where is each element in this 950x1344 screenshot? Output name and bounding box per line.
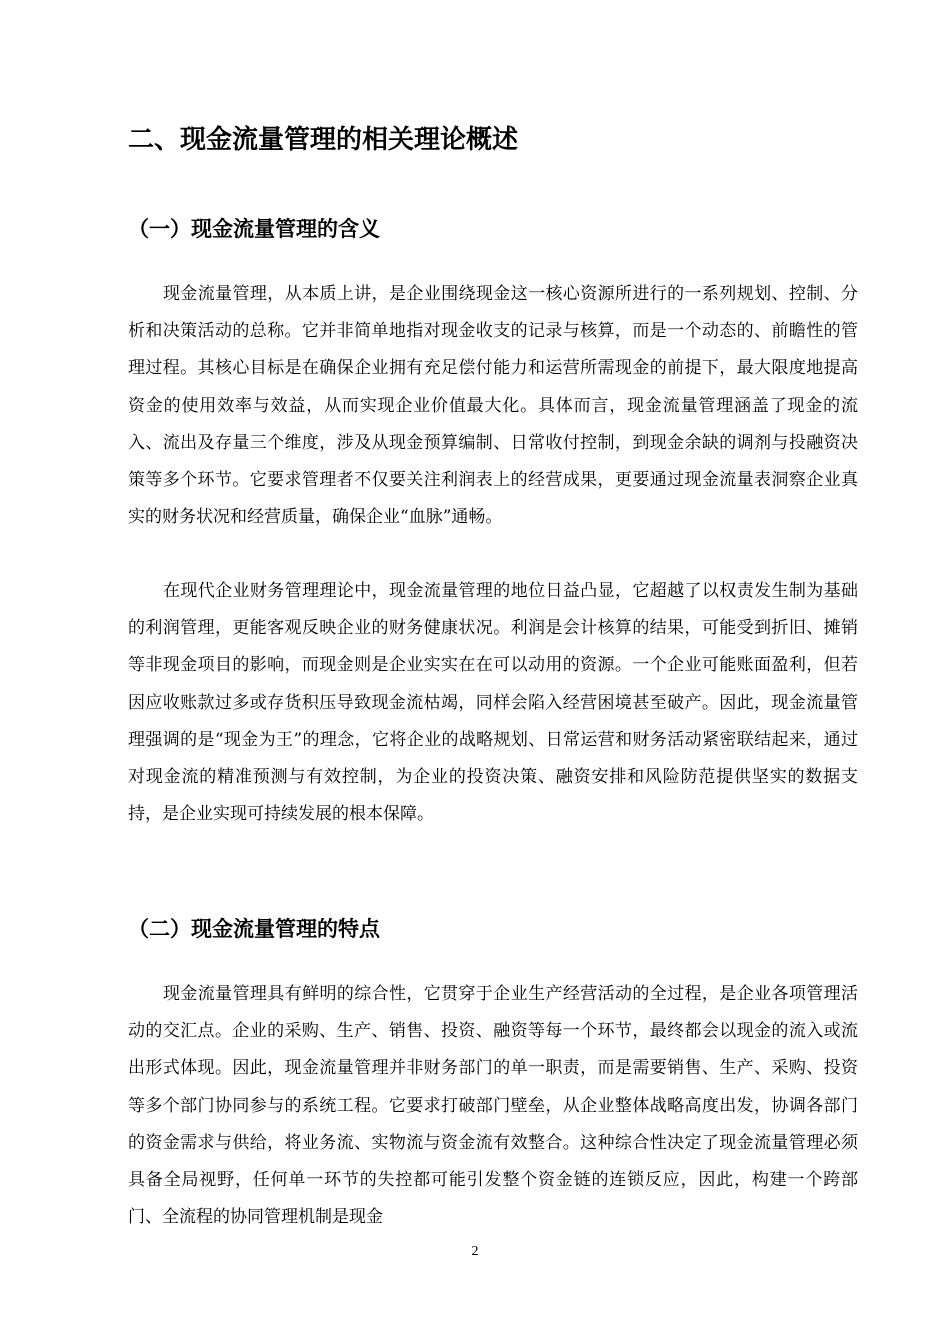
paragraph-importance: 在现代企业财务管理理论中，现金流量管理的地位日益凸显，它超越了以权责发生制为基础的利润管理，更能客观反映企业的财务健康状况。利润是会计核算的结果，可能受到折旧、摊销等非现金项目的影响，而现金则是企业实实在在可以动用的资源。一个企业可能账面盈利，但若因应收账款过多或存货积压导致现金流枯竭，同样会陷入经营困境甚至破产。因此，现金流量管理强调的是“现金为王”的理念，它将企业的战略规划、日常运营和财务活动紧密联结起来，通过对现金流的精准预测与有效控制，为企业的投资决策、融资安排和风险防范提供坚实的数据支持，是企业实现可持续发展的根本保障。 — [128, 581, 858, 825]
chapter-heading: 二、现金流量管理的相关理论概述 — [128, 125, 519, 155]
paragraph-comprehensiveness: 现金流量管理具有鲜明的综合性，它贯穿于企业生产经营活动的全过程，是企业各项管理活动的交汇点。企业的采购、生产、销售、投资、融资等每一个环节，最终都会以现金的流入或流出形式体现。因此，现金流量管理并非财务部门的单一职责，而是需要销售、生产、采购、投资等多个部门协同参与的系统工程。它要求打破部门壁垒，从企业整体战略高度出发，协调各部门的资金需求与供给，将业务流、实物流与资金流有效整合。这种综合性决定了现金流量管理必须具备全局视野，任何单一环节的失控都可能引发整个资金链的连锁反应，因此，构建一个跨部门、全流程的协同管理机制是现金 — [128, 984, 858, 1228]
section-heading-meaning: （一）现金流量管理的含义 — [128, 217, 380, 241]
page-number: 2 — [471, 1244, 479, 1259]
paragraph-definition: 现金流量管理，从本质上讲，是企业围绕现金这一核心资源所进行的一系列规划、控制、分析和决策活动的总称。它并非简单地指对现金收支的记录与核算，而是一个动态的、前瞻性的管理过程。其核心目标是在确保企业拥有充足偿付能力和运营所需现金的前提下，最大限度地提高资金的使用效率与效益，从而实现企业价值最大化。具体而言，现金流量管理涵盖了现金的流入、流出及存量三个维度，涉及从现金预算编制、日常收付控制，到现金余缺的调剂与投融资决策等多个环节。它要求管理者不仅要关注利润表上的经营成果，更要通过现金流量表洞察企业真实的财务状况和经营质量，确保企业“血脉”通畅。 — [128, 284, 858, 528]
section-heading-features: （二）现金流量管理的特点 — [128, 917, 380, 941]
